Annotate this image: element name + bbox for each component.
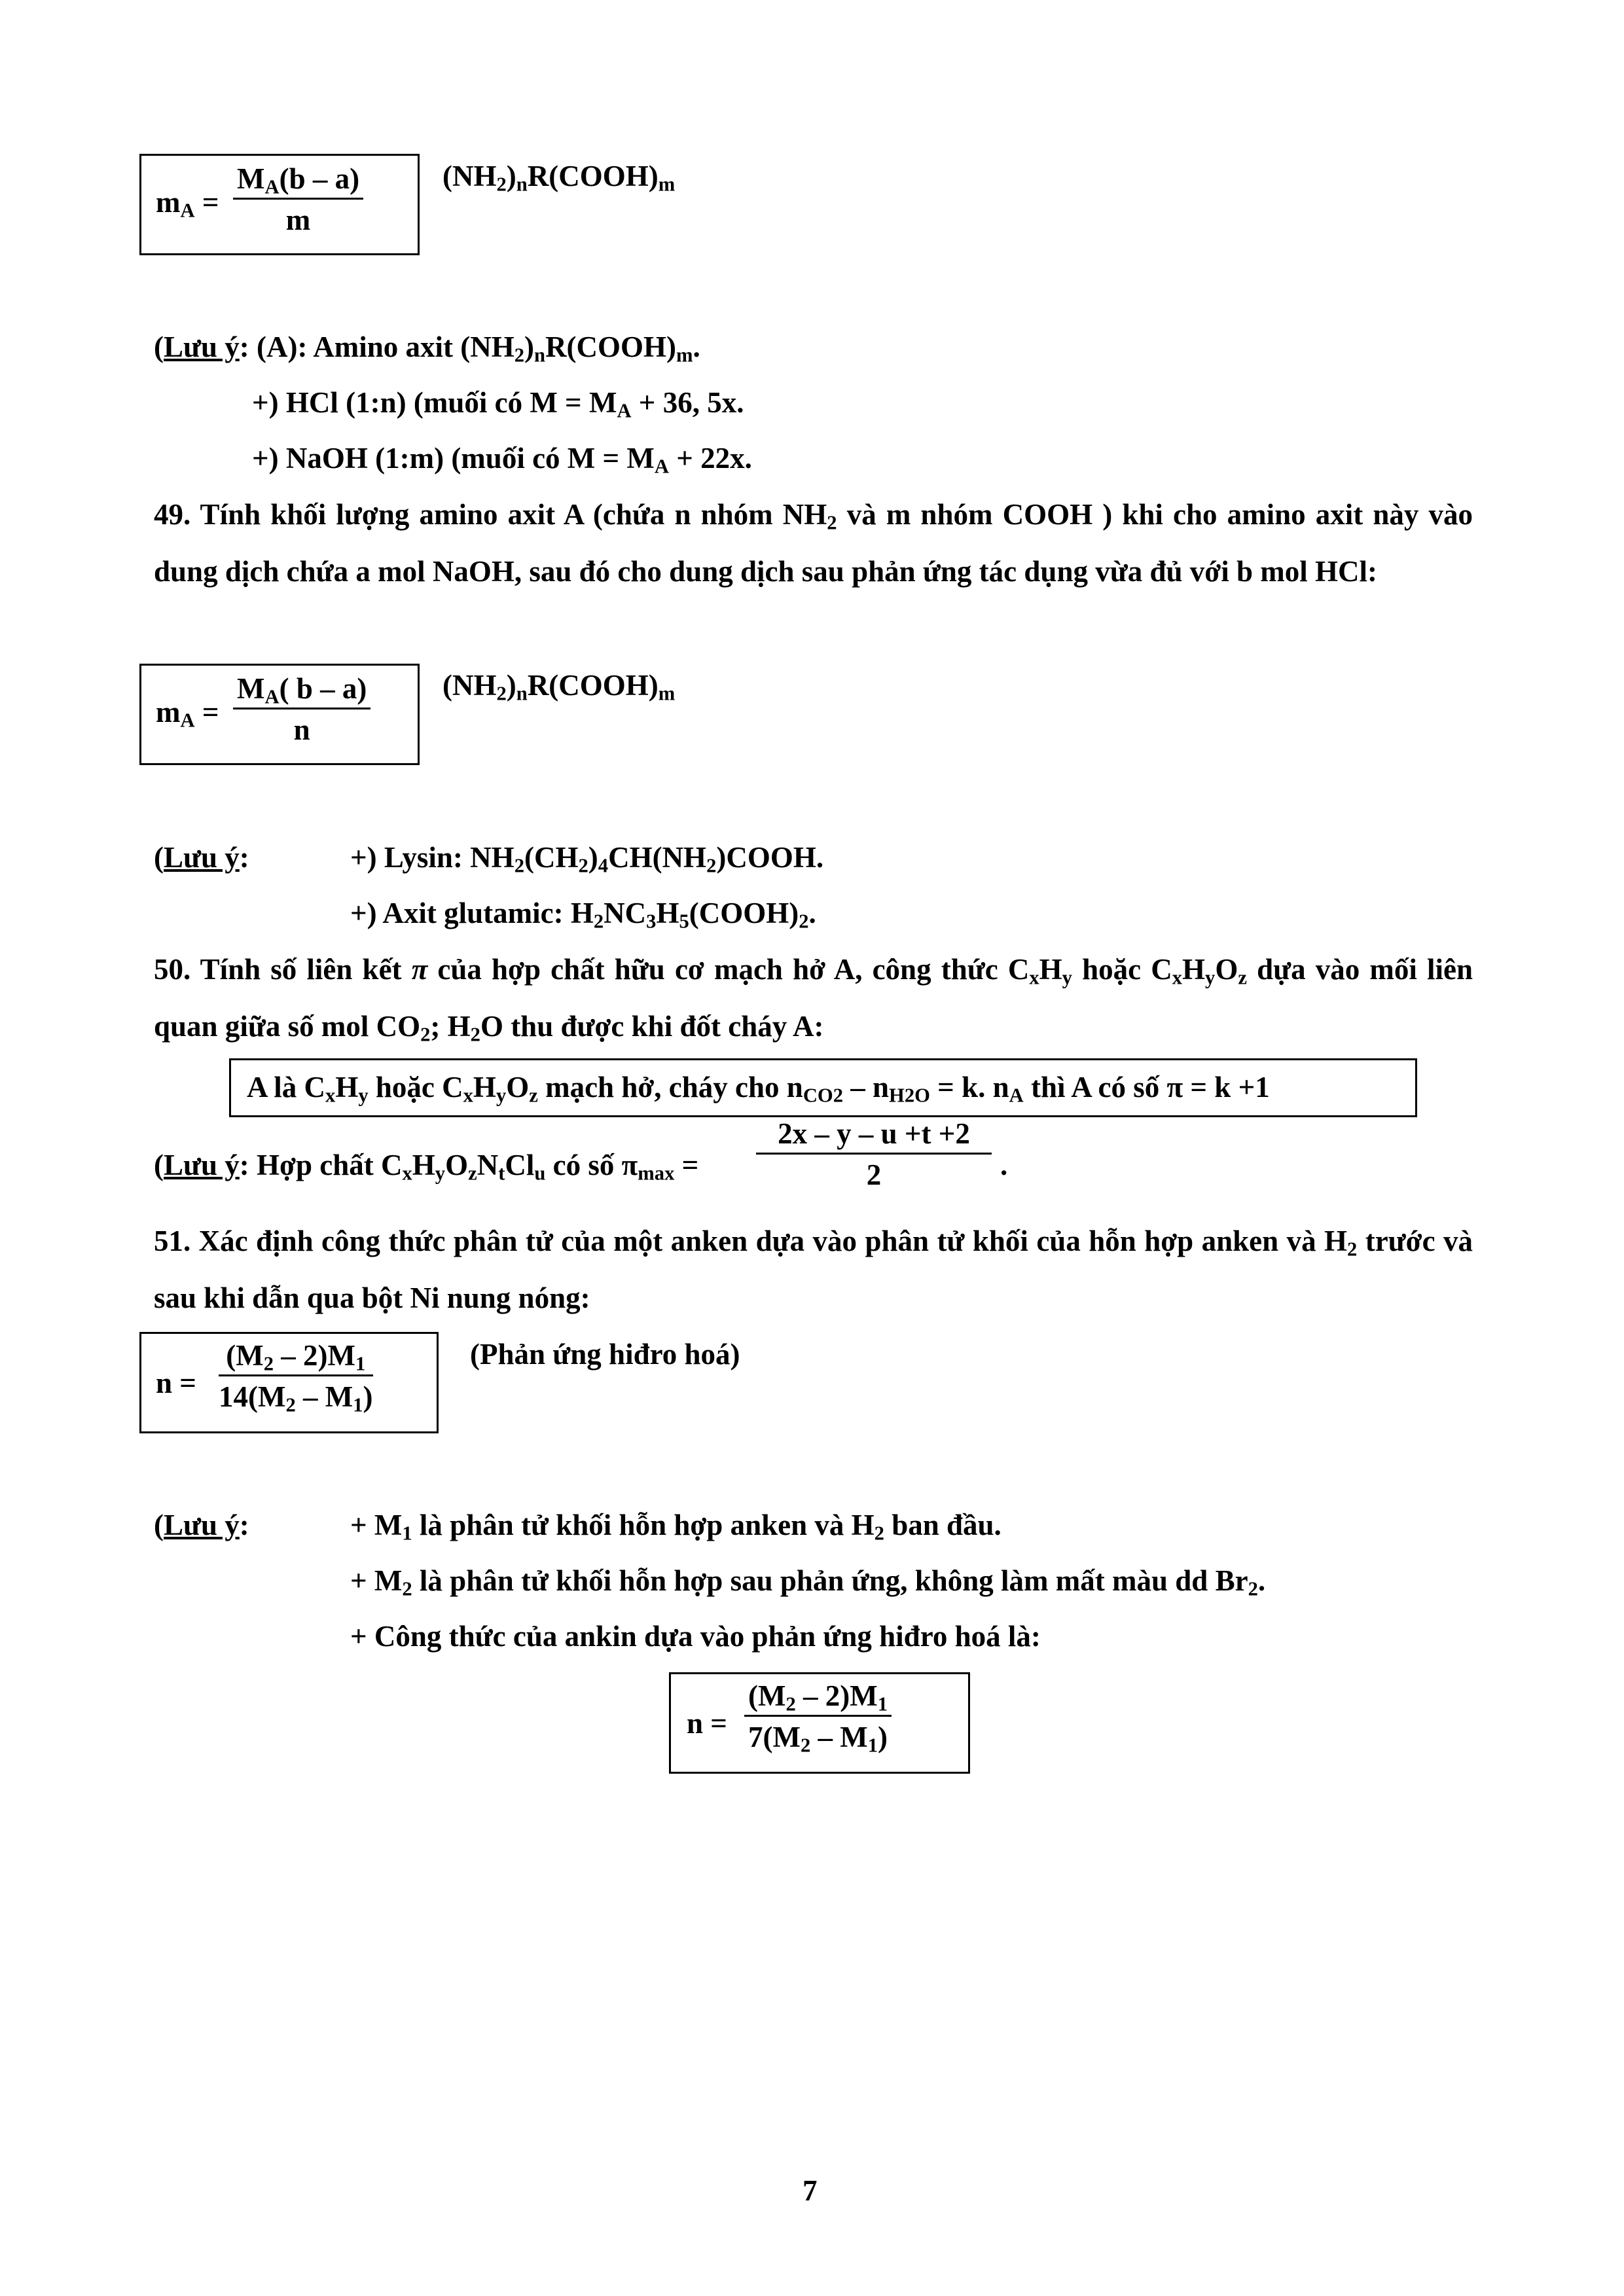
formula-denominator: $7(M_2 - M_1)$ (748, 1721, 888, 1757)
formula-box-50-text: A là $C_xH_y$ hoặc $C_xH_yO_z$ mạch hở, cháy cho $n_{CO2} - n_{H2O} = k$. $n_A$ thì A có số π = k +1 (247, 1071, 1270, 1107)
formula-numerator: $M_A$( b – a) (233, 671, 370, 709)
formula-denominator: $14(M_2 - M_1)$ (219, 1380, 373, 1416)
note-3-fraction (756, 1116, 992, 1193)
formula-lhs: $m_A$ = (156, 186, 219, 222)
note-2-label: (Lưu ý: (154, 841, 249, 874)
formula-numerator: $M_A(b - a)$ (233, 161, 363, 200)
formula-tag-3: (Phản ứng hiđro hoá) (470, 1338, 740, 1371)
item-49-paragraph: 49. Tính khối lượng amino axit A (chứa n nhóm $NH_2$ và m nhóm COOH ) khi cho amino axit này vào dung dịch chứa a mol NaOH, sau đó cho dung dịch sau phản ứng tác dụng vừa đủ với b mol HCl: (154, 498, 1473, 588)
note-1-line-1: (Lưu ý: (A): Amino axit $(NH_2)_nR(COOH)_m$. (154, 331, 700, 367)
formula-numerator: $(M_2 - 2)M_1$ (219, 1338, 373, 1376)
note-4-label: (Lưu ý: (154, 1509, 249, 1541)
note-3-period: . (1000, 1149, 1008, 1181)
formula-lhs: n = (687, 1707, 727, 1740)
formula-lhs: n = (156, 1367, 196, 1399)
item-51-paragraph: 51. Xác định công thức phân tử của một anken dựa vào phân tử khối của hỗn hợp anken và $H_2$ trước và sau khi dẫn qua bột Ni nung nóng: (154, 1225, 1473, 1314)
note-2-line-1: +) Lysin: $NH_2(CH_2)_4CH(NH_2)COOH$. (350, 841, 824, 877)
note-4-line-2: + $M_2$ là phân tử khối hỗn hợp sau phản ứng, không làm mất màu dd $Br_2$. (350, 1564, 1266, 1600)
note-4-line-3: + Công thức của ankin dựa vào phản ứng hiđro hoá là: (350, 1620, 1041, 1653)
formula-tag-1: $(NH_2)_nR(COOH)_m$ (442, 160, 676, 196)
page-number: 7 (803, 2174, 818, 2207)
note-2-line-2: +) Axit glutamic: $H_2NC_3H_5(COOH)_2$. (350, 897, 816, 933)
item-50-paragraph: 50. Tính số liên kết π của hợp chất hữu cơ mạch hở A, công thức $C_xH_y$ hoặc $C_xH_yO_z$ dựa vào mối liên quan giữa số mol $CO_2$; $H_2O$ thu được khi đốt cháy A: (154, 953, 1473, 1046)
note-1-line-2: +) HCl (1:n) (muối có $M = M_A + 36$, 5x. (252, 386, 744, 422)
formula-lhs: $m_A$ = (156, 696, 219, 732)
formula-box-50 (229, 1058, 1417, 1117)
note-3-denominator: 2 (866, 1158, 882, 1191)
formula-denominator: n (293, 713, 310, 746)
note-3-numerator: 2x – y – u +t +2 (756, 1116, 992, 1155)
formula-box-4 (669, 1672, 970, 1774)
formula-fraction (744, 1678, 892, 1755)
formula-fraction (233, 161, 363, 238)
formula-tag-2: $(NH_2)_nR(COOH)_m$ (442, 669, 676, 705)
formula-numerator: $(M_2 - 2)M_1$ (744, 1678, 892, 1717)
note-3-line: (Lưu ý: Hợp chất $C_xH_yO_zN_tCl_u$ có số $\pi_{max}$ = (154, 1149, 699, 1185)
formula-box-2 (139, 664, 420, 765)
formula-fraction (219, 1338, 373, 1414)
formula-fraction (233, 671, 370, 747)
formula-box-1 (139, 154, 420, 255)
note-4-line-1: + $M_1$ là phân tử khối hỗn hợp anken và $H_2$ ban đầu. (350, 1509, 1001, 1545)
note-1-line-3: +) NaOH (1:m) (muối có $M = M_A + 22x$. (252, 442, 752, 478)
formula-denominator: m (285, 204, 311, 236)
formula-box-3 (139, 1332, 439, 1433)
